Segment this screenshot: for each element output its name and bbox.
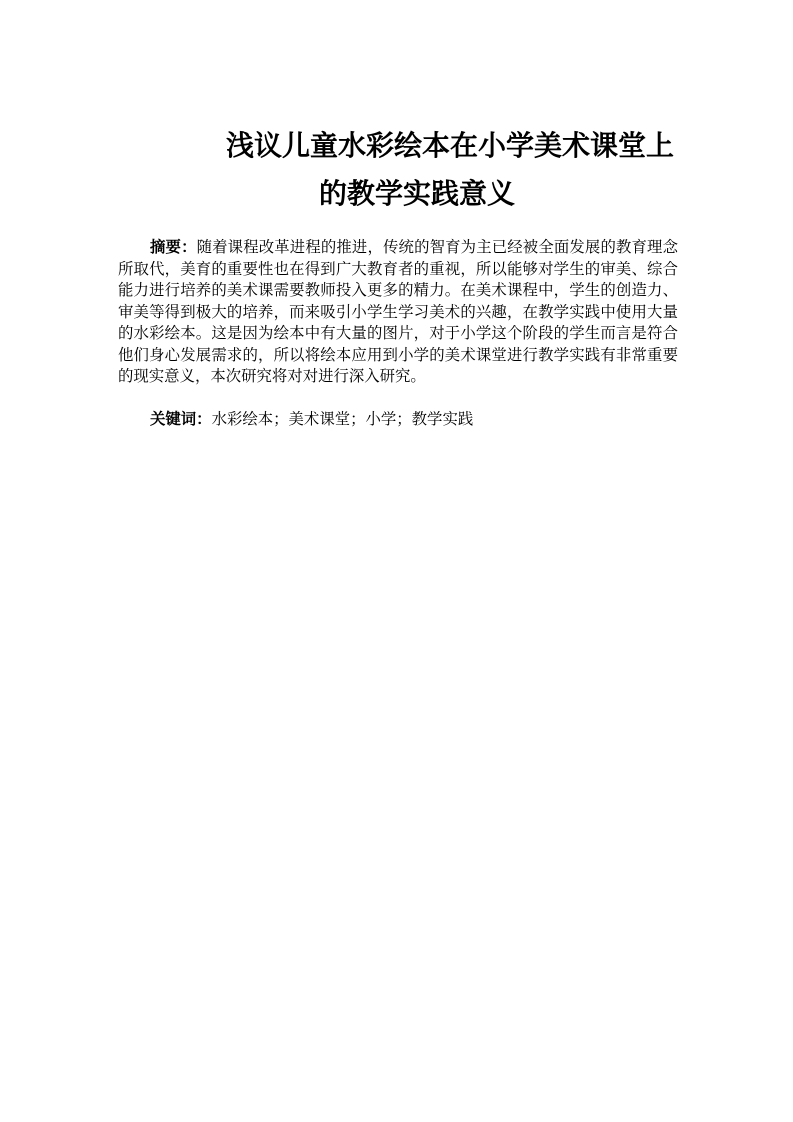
paper-title-line-2: 的教学实践意义: [318, 177, 515, 210]
paper-title-line-1: 浅议儿童水彩绘本在小学美术课堂上: [225, 129, 674, 162]
abstract-text: 随着课程改革进程的推进，传统的智育为主已经被全面发展的教育理念所取代，美育的重要性也在得到广大教育者的重视，所以能够对学生的审美、综合能力进行培养的美术课需要教师投入更多的精力。在美术课程中，学生的创造力、审美等得到极大的培养，而来吸引小学生学习美术的兴趣，在教学实践中使用大量的水彩绘本。这是因为绘本中有大量的图片，对于小学这个阶段的学生而言是符合他们身心发展需求的，所以将绘本应用到小学的美术课堂进行教学实践有非常重要的现实意义，本次研究将对对进行深入研究。: [118, 238, 678, 385]
keywords-text: 水彩绘本；美术课堂；小学；教学实践: [211, 410, 474, 428]
abstract-label: 摘要：: [150, 238, 197, 256]
keywords-line: [118, 409, 678, 431]
abstract-paragraph: [118, 237, 678, 388]
keywords-label: 关键词：: [150, 410, 212, 428]
